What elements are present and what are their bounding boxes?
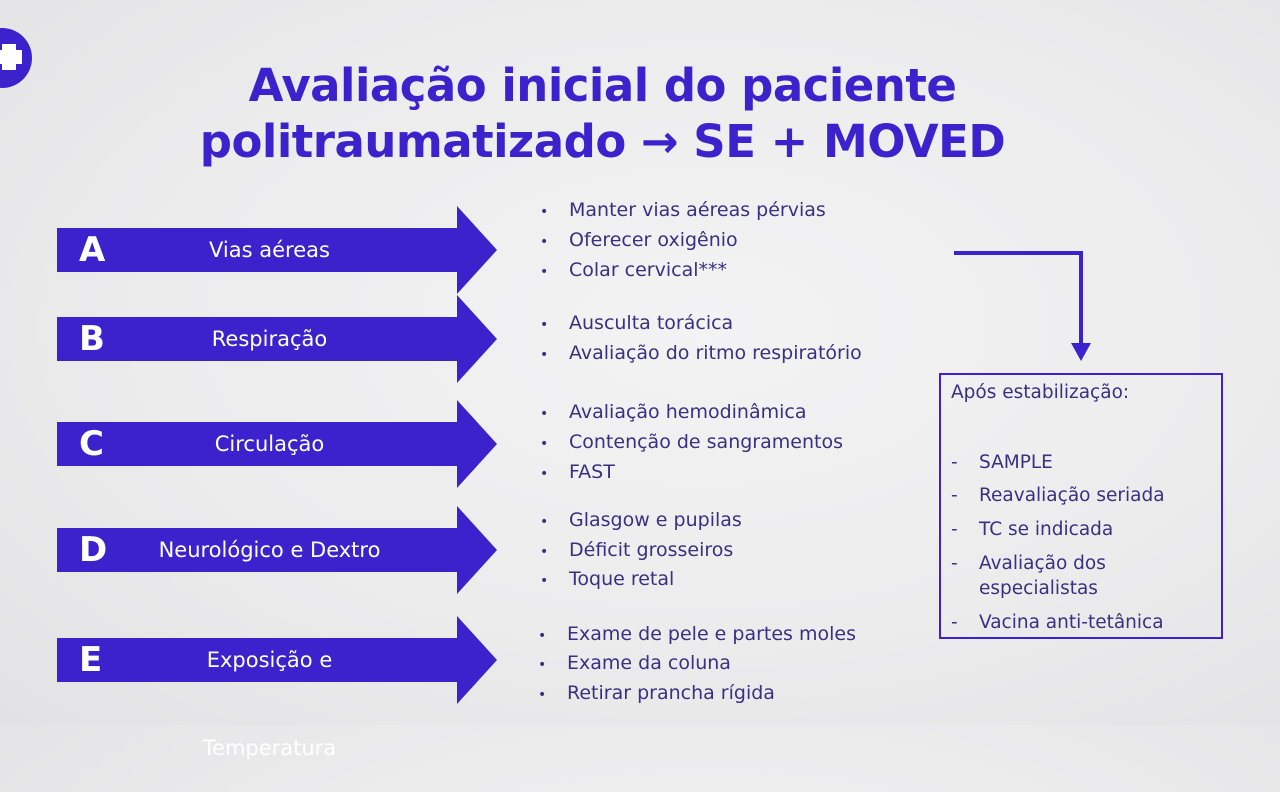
step-label: Circulação	[214, 432, 325, 456]
step-arrow-a	[57, 206, 497, 294]
step-label: Vias aéreas	[209, 238, 330, 262]
bullet-dot: •	[540, 573, 549, 589]
bullet-dot: •	[540, 317, 549, 333]
step-letter: B	[79, 319, 105, 359]
box-list-item: - Reavaliação seriada	[951, 485, 1165, 506]
list-item: • Déficit grosseiros	[540, 538, 733, 564]
list-item: • Ausculta torácica	[540, 311, 733, 337]
box-list-item: - Avaliação dos especialistas	[951, 553, 1106, 599]
step-letter: A	[79, 230, 106, 270]
bullet-dot: •	[540, 514, 549, 530]
list-item: • Glasgow e pupilas	[540, 508, 742, 534]
step-label: Respiração	[211, 327, 328, 351]
step-letter: E	[79, 640, 103, 680]
list-item: • Avaliação do ritmo respiratório	[540, 341, 862, 367]
list-item: • FAST	[540, 460, 615, 486]
connector-arrow-icon	[950, 245, 1095, 365]
box-list-item: - Vacina anti-tetânica	[951, 612, 1164, 633]
bullet-dot: •	[538, 657, 547, 673]
title-line-1: Avaliação inicial do paciente	[248, 59, 957, 112]
step-arrow-d	[57, 506, 497, 594]
list-item: • Contenção de sangramentos	[540, 430, 843, 456]
step-label: Neurológico e Dextro	[158, 538, 381, 562]
list-item: • Colar cervical***	[540, 258, 727, 284]
bullet-dot: •	[538, 628, 547, 644]
step-letter: C	[79, 424, 104, 464]
step-letter: D	[79, 530, 108, 570]
bullet-dot: •	[540, 234, 549, 250]
bullet-dot: •	[540, 264, 549, 280]
list-item: • Toque retal	[540, 567, 674, 593]
bullet-dot: •	[540, 204, 549, 220]
list-item: • Exame de pele e partes moles	[538, 622, 856, 648]
list-item: • Oferecer oxigênio	[540, 228, 738, 254]
step-label: Exposição e Temperatura	[202, 648, 337, 760]
box-list-item: - TC se indicada	[951, 519, 1114, 540]
box-title: Após estabilização:	[951, 382, 1130, 403]
bullet-dot: •	[540, 347, 549, 363]
step-arrow-c	[57, 400, 497, 488]
bullet-dot: •	[540, 544, 549, 560]
bullet-dot: •	[540, 466, 549, 482]
slide-title	[140, 58, 1065, 170]
list-item: • Retirar prancha rígida	[538, 681, 775, 707]
list-item: • Exame da coluna	[538, 651, 731, 677]
bullet-dot: •	[538, 687, 547, 703]
step-arrow-e	[57, 616, 497, 760]
bullet-dot: •	[540, 436, 549, 452]
post-stabilization-box	[939, 373, 1223, 639]
plus-circle-icon	[0, 28, 32, 88]
list-item: • Manter vias aéreas pérvias	[540, 198, 826, 224]
title-line-2: politraumatizado → SE + MOVED	[199, 115, 1006, 168]
bullet-dot: •	[540, 406, 549, 422]
box-list-item: - SAMPLE	[951, 452, 1053, 473]
list-item: • Avaliação hemodinâmica	[540, 400, 807, 426]
step-arrow-b	[57, 295, 497, 383]
